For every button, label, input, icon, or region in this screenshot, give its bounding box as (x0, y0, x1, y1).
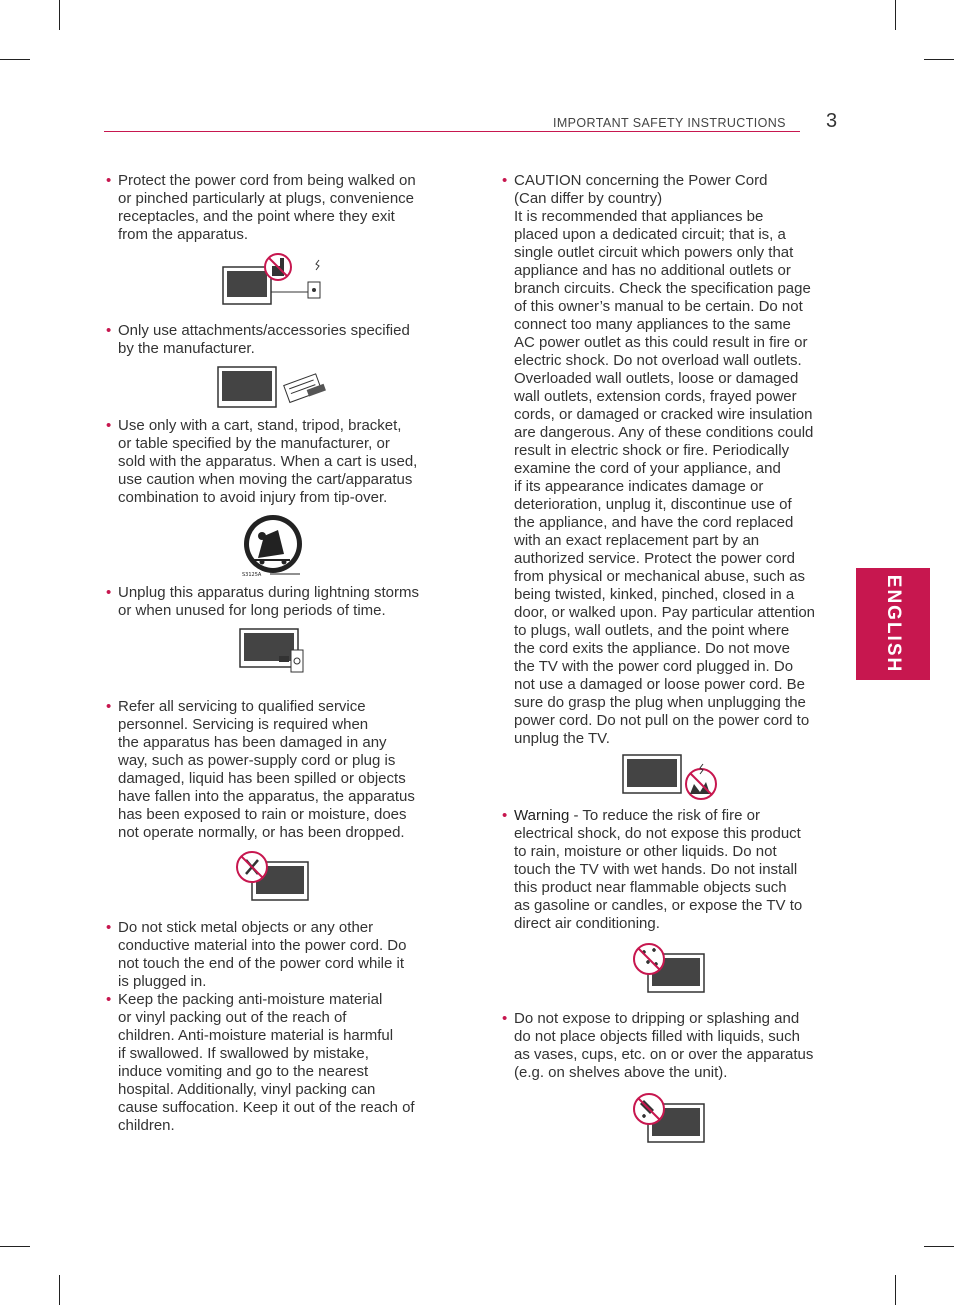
instruction-text: Do not stick metal objects or any other conductive material into the power cord. Do not touch the end of the power cord while it is plugged in. (118, 919, 407, 990)
crop-mark (895, 1275, 896, 1305)
tv-no-rain-icon (632, 942, 708, 994)
instruction-text: Do not expose to dripping or splashing and do not place objects filled with liquids, such as vases, cups, etc. on or over the apparatus (e.g. on shelves above the unit). (514, 1010, 814, 1081)
bullet-icon: • (502, 1010, 508, 1027)
bullet-icon: • (106, 172, 112, 189)
bullet-icon: • (106, 322, 112, 339)
tv-unplug-icon (239, 628, 305, 674)
crop-mark (0, 1246, 30, 1247)
bullet-icon: • (106, 919, 112, 936)
language-tab (856, 568, 930, 680)
tv-accessories-icon (217, 366, 329, 410)
crop-mark (895, 0, 896, 30)
bullet-icon: • (106, 698, 112, 715)
instruction-text: Refer all servicing to qualified service personnel. Servicing is required when the apparatus has been damaged in any way, such as power-supply cord or plug is damaged, liquid has been spilled or objects have fallen into the apparatus, the apparatus has been exposed to rain or moisture, does not operate normally, or has been dropped. (118, 698, 415, 841)
section-title: IMPORTANT SAFETY INSTRUCTIONS (553, 116, 786, 130)
bullet-icon: • (502, 172, 508, 189)
tv-no-self-service-icon (236, 850, 312, 902)
language-tab-label: ENGLISH (883, 574, 904, 674)
header-rule (104, 131, 800, 132)
tv-no-liquids-icon (632, 1092, 708, 1144)
bullet-icon: • (106, 584, 112, 601)
bullet-icon: • (106, 417, 112, 434)
bullet-icon: • (502, 807, 508, 824)
instruction-text: Protect the power cord from being walked on or pinched particularly at plugs, convenience receptacles, and the point where they exit from the apparatus. (118, 172, 416, 243)
instruction-text: Use only with a cart, stand, tripod, bracket, or table specified by the manufacturer, or sold with the apparatus. When a cart is used, use caution when moving the cart/apparatus combination to avoid injury from tip-over. (118, 417, 418, 506)
bullet-icon: • (106, 991, 112, 1008)
crop-mark (924, 59, 954, 60)
tv-damaged-cord-icon (622, 754, 718, 800)
cart-icon-code: S3125A (242, 572, 262, 578)
instruction-text: Keep the packing anti-moisture material or vinyl packing out of the reach of children. Anti-moisture material is harmful if swallowed. If swallowed by mistake, induce vomiting and go to the nearest hospital. Additionally, vinyl packing can cause suffocation. Keep it out of the reach of children. (118, 991, 415, 1134)
crop-mark (59, 0, 60, 30)
warning-text: - To reduce the risk of fire or electrical shock, do not expose this product to rain, moisture or other liquids. Do not touch the TV with wet hands. Do not install this product near flammable objects such as gasoline or candles, or expose the TV to direct air conditioning. (514, 807, 803, 932)
page-number: 3 (826, 110, 838, 132)
warning-label: Warning (514, 807, 570, 824)
crop-mark (0, 59, 30, 60)
instruction-text (514, 807, 802, 933)
instruction-text: Only use attachments/accessories specified by the manufacturer. (118, 322, 410, 357)
tv-power-cord-no-step-icon (222, 252, 332, 306)
instruction-text: Unplug this apparatus during lightning storms or when unused for long periods of time. (118, 584, 420, 619)
instruction-text: CAUTION concerning the Power Cord (Can differ by country) It is recommended that appliances be placed upon a dedicated circuit; that is, a single outlet circuit which powers only that appliance and has no additional outlets or branch circuits. Check the specification page of this owner’s manual to be certain. Do not connect too many appliances to the same AC power outlet as this could result in fire or electric shock. Do not overload wall outlets. Overloaded wall outlets, loose or damaged wall outlets, extension cords, frayed power cords, or damaged or cracked wire insulation are dangerous. Any of these conditions could result in electric shock or fire. Periodically examine the cord of your appliance, and if its appearance indicates damage or deterioration, unplug it, discontinue use of the appliance, and have the cord replaced with an exact replacement part by an authorized service. Protect the power cord from physical or mechanical abuse, such as being twisted, kinked, pinched, closed in a door, or walked upon. Pay particular attention to plugs, wall outlets, and the point where the cord exits the appliance. Do not move the TV with the power cord plugged in. Do not use a damaged or loose power cord. Be sure do grasp the plug when unplugging the power cord. Do not pull on the power cord to unplug the TV. (514, 172, 816, 747)
crop-mark (59, 1275, 60, 1305)
crop-mark (924, 1246, 954, 1247)
cart-tip-over-warning-icon (240, 514, 306, 578)
